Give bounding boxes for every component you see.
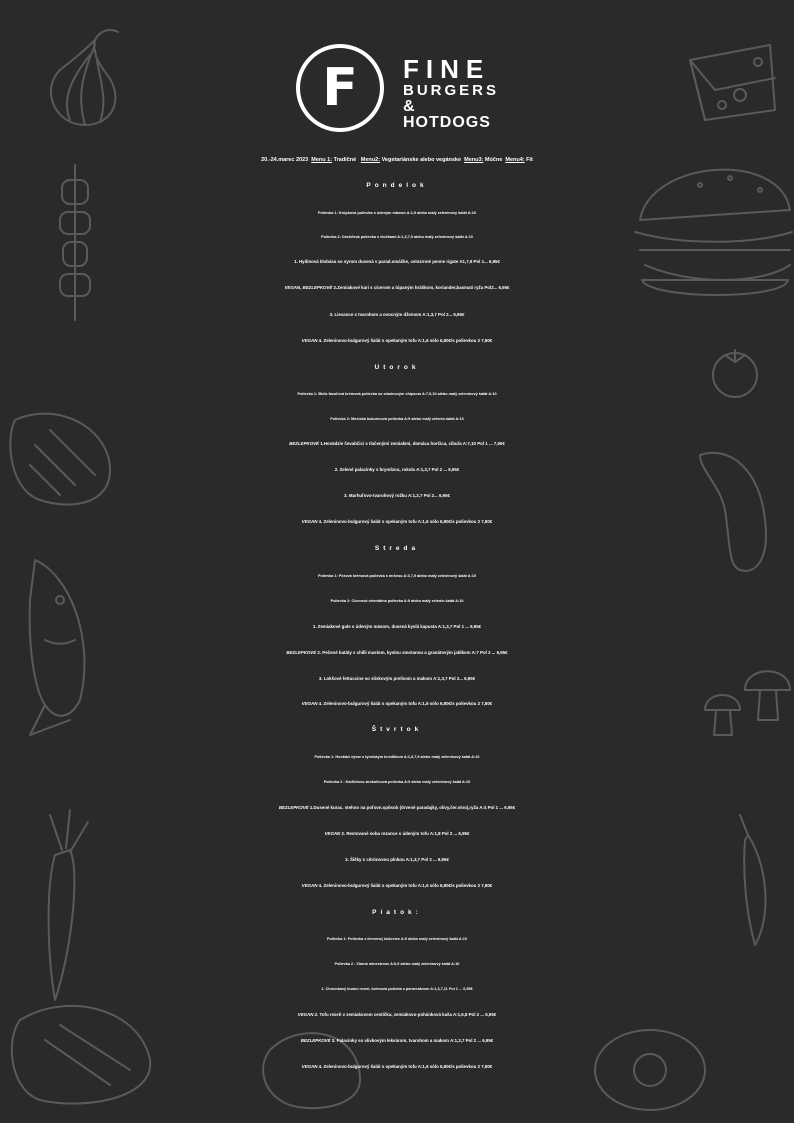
dish-4-friday [0, 1059, 794, 1075]
dish-2-friday [0, 1007, 794, 1023]
logo-line-fine: FINE [403, 54, 491, 84]
dish-tag: BEZLEPKOVÉ [278, 805, 309, 810]
menu1-label: Menu 1: [311, 157, 333, 163]
dish-allergens-price: A:1,3,7 Pol 2... 6,95€ [408, 493, 450, 498]
dish-allergens-price: A1,7,9 Pol 1... 6,95€ [459, 259, 500, 264]
dish-allergens-price: A:1,3,7 Pol 2 ... 6,95€ [450, 1038, 494, 1043]
cheese-icon [690, 45, 775, 120]
dish-allergens-price: A:7,10 Pol 1 ... 7,50€ [462, 441, 505, 446]
dish-text: 2.Zemiakové kari s cícerom a lúpaným hráškom, koriander,basmati ryža Pol2... 6,95€ [333, 285, 510, 290]
dish-4-thursday [0, 878, 794, 894]
dish-text: 4. Zeleninovo-bulgurový šalát s opekaným tofu [318, 1064, 417, 1069]
dish-text: 3. Palacinky so slivkovým lekvárom, tvarohom a makom [331, 1038, 449, 1043]
dish-allergens-price: A:1,3,7 Pol 2... 6,95€ [433, 676, 476, 681]
dish-tag: VEGAN, BEZLEPKOVÉ [284, 285, 333, 290]
day-title-thursday: Štvrtok [371, 726, 423, 733]
dish-text: 1. Chrumkavý kurací rezeň, krémová polenta s parmezánom [321, 987, 430, 991]
dish-tag: BEZLEPKOVÉ [286, 650, 317, 655]
day-title-monday: Pondelok [366, 182, 428, 189]
logo-line-hotdogs: & HOTDOGS [403, 98, 491, 131]
menu1-value: Tradičné [333, 157, 357, 163]
soup-2-wednesday: Polievka 2: Cícerová orientálna polievka A:9 alebo malý zelenin.šalát A:10 [330, 599, 464, 603]
menu4-value: Fit [526, 157, 533, 163]
dish-text: 3. Lokšové fettuccine so slivkovým prelivom a makom [318, 676, 433, 681]
dish-text: 1. Hydinová klobása so syrom dusená v parad.omáčke, celozrnné penne rigate [294, 259, 459, 264]
day-title-tuesday: Utorok [374, 364, 420, 371]
dish-text: 2. Tofu rezeň v zemiakovom cestíčku, zemiakovo-pohánková kaša [314, 1012, 452, 1017]
soup-1-friday: Polievka 1: Polievka z červenej šošovice A:9 alebo malý zeleninový šalát A:10 [326, 937, 468, 941]
soup-2-monday: Polievka 2: Drožďová polievka s vločkami A:1,3,7,9 alebo malý zeleninový šalát A:10 [321, 235, 473, 239]
day-title-wednesday: Streda [374, 545, 420, 552]
soup-2-thursday: Polievka 2 : Karfiólovo-brokolicová polievka A:9 alebo malý zeleninový šalát A:10 [323, 780, 471, 784]
dish-allergens-price: A:1,3,7 Pol 1 ... 6,95€ [437, 624, 482, 629]
dish-2-thursday [0, 826, 794, 842]
dish-text: 1. Zemiakové gule s údeným mäsom, dusená kyslá kapusta [312, 624, 437, 629]
dish-tag: VEGAN [301, 1064, 318, 1069]
dish-text: 1.Dusené kurac. stehno na poľovn.spôsob [309, 805, 399, 810]
dish-allergens-price: A:1,6 sólo 6,80€/s polievkou 2 7,80€ [417, 1064, 493, 1069]
menu-header [0, 152, 794, 168]
dish-1-friday [0, 981, 794, 997]
logo-wordmark [403, 56, 506, 131]
dish-text: 3. Marhuľovo-tvarohový rožku [344, 493, 407, 498]
menu-dates: 20.-24.marec 2023 [261, 157, 309, 163]
dish-tag: VEGAN [301, 883, 318, 888]
menu4-label: Menu4: [505, 157, 525, 163]
dish-4-monday [0, 333, 794, 349]
dish-1-thursday [0, 800, 794, 816]
dish-text: 4. Zeleninovo-bulgurový šalát s opekaným tofu [318, 701, 417, 706]
soup-2-tuesday: Polievka 2: Mexická kukuricová polievka A:9 alebo malý zelenin.šalát A:10 [330, 417, 464, 421]
dish-allergens-price: A:1,6 sólo 6,80€/s polievkou 2 7,80€ [417, 519, 493, 524]
dish-tag: VEGAN [297, 1012, 315, 1017]
dish-text: 4. Zeleninovo-bulgurový šalát s opekaným tofu [318, 519, 417, 524]
dish-tag: BEZLEPKOVÉ [300, 1038, 331, 1043]
dish-text: 1.Hovädzie čevabčici s tlačenými zemiakmi, domáca horčica, cibuľa [320, 441, 462, 446]
dish-allergens-price: A:1,3,7,11 Pol 1 ... 6,95€ [430, 987, 473, 991]
dish-text: 2. Restované soba rezance s údeným tofu [341, 831, 429, 836]
dish-2-tuesday [0, 462, 794, 478]
menu3-value: Múčne [484, 157, 503, 163]
dish-allergens-price: A:1,6 sólo 6,80€/s polievkou 2 7,80€ [417, 883, 493, 888]
dish-allergens-price: (drvené paradajky, olivy,čer.víno),ryža A:4 Pol 1 ... 6,95€ [399, 805, 516, 810]
dish-1-wednesday [0, 619, 794, 635]
dish-allergens-price: A:1,6 sólo 6,80€/s polievkou 2 7,80€ [417, 338, 493, 343]
dish-allergens-price: A:1,3,7 Pol 2 ... 6,95€ [405, 857, 449, 862]
dish-text: 3. Lievance s tvarohom a ovocným džemom [329, 312, 422, 317]
dish-tag: VEGAN [301, 701, 318, 706]
dish-tag: BEZLEPKOVÉ [289, 441, 319, 446]
menu2-label: Menu2: [360, 157, 381, 163]
dish-3-friday [0, 1033, 794, 1049]
dish-4-tuesday [0, 514, 794, 530]
soup-1-wednesday: Polievka 1: Pórová krémová polievka s mrkvou A:3,7,9 alebo malý zeleninový šalát A:10 [318, 574, 476, 578]
dish-allergens-price: A:1,6 sólo 6,80€/s polievkou 2 7,80€ [417, 701, 493, 706]
dish-3-tuesday [0, 488, 794, 504]
dish-text: 2. Pečené batáty s chilli maslom, kyslou smotanou a granátovým jablkom [317, 650, 471, 655]
soup-2-friday: Polievka 2 : Zimná minestrone A:6,9 alebo malý zeleninový šalát A:10 [334, 962, 460, 966]
dish-tag: VEGAN [301, 338, 318, 343]
soup-1-monday: Polievka 1: Krúpková polievka s údeným mäsom A:1,9 alebo malý zeleninový šalát A:10 [318, 211, 476, 215]
brand-logo [296, 44, 506, 134]
dish-2-monday [0, 280, 794, 296]
dish-2-wednesday [0, 645, 794, 661]
logo-line-burgers: BURGERS [403, 82, 500, 99]
dish-3-wednesday [0, 671, 794, 687]
menu3-label: Menu3: [464, 157, 484, 163]
soup-1-thursday: Polievka 1: Hovädzí vývar s tyrolským knedlíkom A:1,3,7,9 alebo malý zeleninový šalát A:10 [314, 755, 480, 759]
onion-icon [51, 30, 118, 125]
dish-allergens-price: A:1,3,7 Pol 2... 6,95€ [422, 312, 465, 317]
dish-3-monday [0, 307, 794, 323]
dish-allergens-price: A:1,8 Pol 2 ... 6,95€ [429, 831, 470, 836]
dish-3-thursday [0, 852, 794, 868]
dish-text: 4. Zeleninovo-bulgurový šalát s opekaným tofu [318, 338, 417, 343]
dish-allergens-price: A:7 Pol 2 ... 6,95€ [471, 650, 508, 655]
day-title-friday: Piatok: [372, 909, 422, 916]
dish-allergens-price: A:1,6,8 Pol 2 ... 6,95€ [453, 1012, 497, 1017]
dish-tag: VEGAN [324, 831, 342, 836]
dish-4-wednesday [0, 696, 794, 712]
dish-text: 3. Šišky s citrónovou plnkou [345, 857, 405, 862]
dish-tag: VEGAN [301, 519, 318, 524]
menu2-value: Vegetariánske alebo vegánske [381, 157, 462, 163]
dish-text: 2. Zelené palacinky s bryndzou, rukola [334, 467, 415, 472]
logo-f-icon: F [296, 44, 384, 132]
soup-1-tuesday: Polievka 1: Biela fazuľová krémová polievka so slaninovým chipsom A:7,9,10 alebo malý zeleninový šalát A:10 [297, 392, 497, 396]
dish-1-tuesday [0, 436, 794, 452]
dish-allergens-price: A:1,3,7 Pol 2 ... 6,95€ [416, 467, 460, 472]
dish-text: 4. Zeleninovo-bulgurový šalát s opekaným tofu [318, 883, 417, 888]
dish-1-monday [0, 254, 794, 270]
